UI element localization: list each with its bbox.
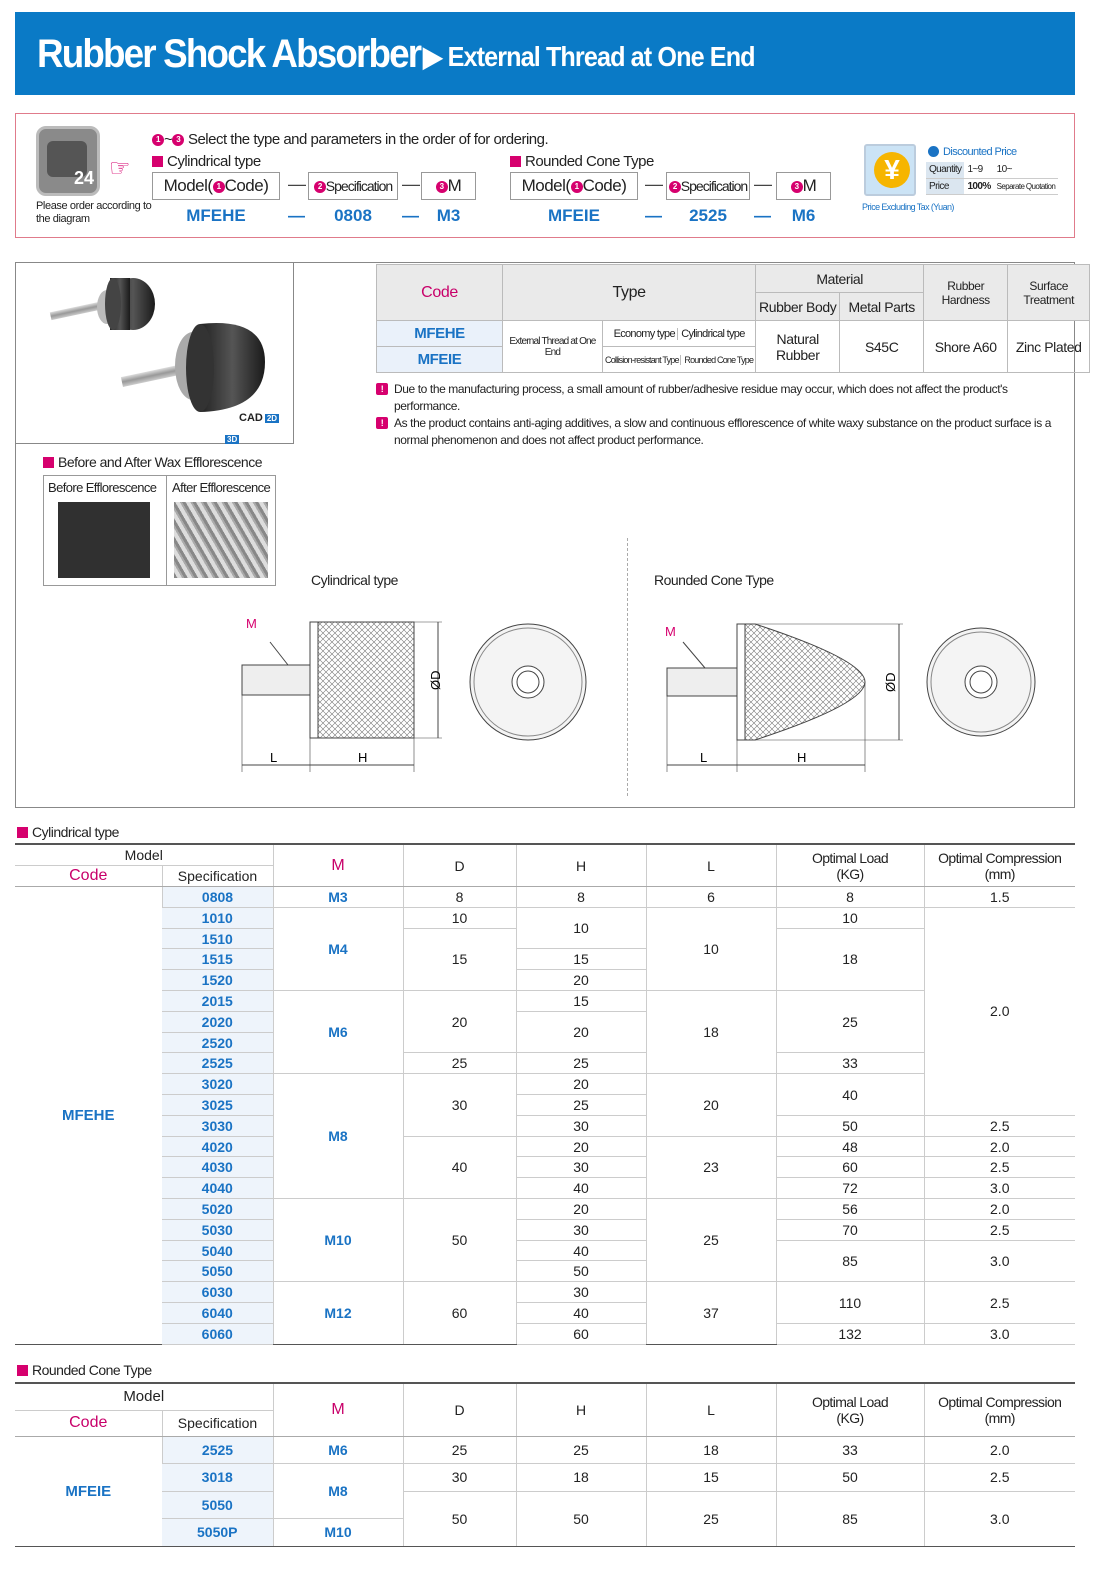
page-title: Rubber Shock Absorber [37,32,421,76]
order-instruction: 1 ~ 3 Select the type and parameters in the order of for ordering. [152,131,548,148]
wax-comparison: Before Efflorescence After Efflorescence [43,475,276,586]
discount-label: Discounted Price [928,146,1017,158]
note: ! Due to the manufacturing process, a small amount of rubber/adhesive residue may occur, which does not affect the product's performance. [376,381,1066,415]
dash: — [754,174,772,194]
example-code: MFEHE [186,206,246,225]
page-subtitle: ▶ External Thread at One End [423,41,755,72]
m-box: 3 M [421,172,476,200]
dash: — [402,174,420,194]
cyl-type-label: Cylindrical type [152,153,261,170]
model-code-box: Model( 1 Code) [510,172,638,200]
example-m: M6 [791,206,816,225]
order-note: Please order according to the diagram [36,200,152,225]
ordering-guide: 24 Please order according to the diagram ☞ 1 ~ 3 Select the type and parameters in the order of for ordering. Cylindrical type Model( 1 Code) — 2 Specification — 3 M MFEHE — 0808 — M3 Rounded Cone Type Model( 1 Code) — 2 Specification — 3 M MFEIE — 2525 — M6 ¥ Price Excluding Tax (Yuan) Discounted Price Quantity 1~9 10~ Price 100% Separate Quotation [15,113,1075,238]
cyl-section-title: Cylindrical type [17,824,119,840]
l-label: L [700,750,708,765]
example-spec: 0808 [334,206,372,225]
arrow-icon: ▶ [423,41,442,72]
pointing-hand-icon: ☞ [109,155,131,182]
h-label: H [797,750,807,765]
cone-type-label: Rounded Cone Type [510,153,654,170]
h-label: H [358,750,368,765]
example-spec: 2525 [689,206,727,225]
m-label: M [665,624,676,639]
page-header [15,12,1075,95]
after-image [174,502,268,578]
d-label: ØD [883,672,898,692]
cone-diagram-title: Rounded Cone Type [654,572,774,588]
cad-badge[interactable]: CAD 2D3D [227,412,278,444]
spec-box: 2 Specification [308,172,398,200]
d-label: ØD [428,670,443,690]
example-code: MFEIE [548,206,600,225]
cone-data-table: Model M D H L Optimal Load (KG) Optimal Compression (mm) Code Specification MFEIE 2525 M6 25 25 18 33 2.0 3018 M8 30 18 15 50 2.5 5050 50 50 25 85 3.0 5050P M10 [15,1384,1075,1547]
dash: — [288,174,306,194]
phone-24h-icon: 24 [36,126,100,196]
dash: — [645,174,663,194]
cone-diagram [655,600,1055,775]
example-m: M3 [436,206,461,225]
m-label: M [246,616,257,631]
yen-icon: ¥ [864,144,916,196]
notes [376,381,1066,449]
cone-section-title: Rounded Cone Type [17,1362,152,1378]
before-image [58,502,150,578]
model-code-box: Model( 1 Code) [152,172,280,200]
cyl-diagram-title: Cylindrical type [311,572,398,588]
price-table: Quantity 1~9 10~ Price 100% Separate Quotation [926,162,1058,195]
wax-section-title: Before and After Wax Efflorescence [43,454,262,470]
spec-box: 2 Specification [666,172,750,200]
l-label: L [270,750,278,765]
m-box: 3 M [776,172,831,200]
note: ! As the product contains anti-aging additives, a slow and continuous efflorescence of white waxy substance on the product surface is a normal phenomenon and does not affect product performance. [376,415,1066,449]
price-note: Price Excluding Tax (Yuan) [862,202,954,212]
cyl-diagram [230,600,610,775]
product-photo [15,262,294,444]
cyl-data-table: Model M D H L Optimal Load (KG) Optimal Compression (mm) Code Specification MFEHE 0808 M3 8 8 6 8 1.5 1010 M4 10 10 10 10 2.0 1510 15 18 1515 15 1520 20 2015 M6 20 15 18 25 2020 20 2520 2525 25 25 33 3020 M8 30 20 20 40 3025 25 3030 30 50 2.5 4020 40 20 23 48 2.0 4030 30 60 2.5 4040 40 72 3.0 5020 M10 50 20 25 56 2.0 5030 30 70 2.5 5040 40 85 3.0 5050 50 6030 M12 60 30 37 110 2.5 6040 40 6060 60 132 3.0 [15,845,1075,1345]
spec-table: Code Type Material Rubber Hardness Surface Treatment Rubber Body Metal Parts MFEHE External Thread at One End Economy type Cylindrical type Natural Rubber S45C Shore A60 Zinc Plated MFEIE Collision-resistant Type Rounded Cone Type [376,264,1090,373]
